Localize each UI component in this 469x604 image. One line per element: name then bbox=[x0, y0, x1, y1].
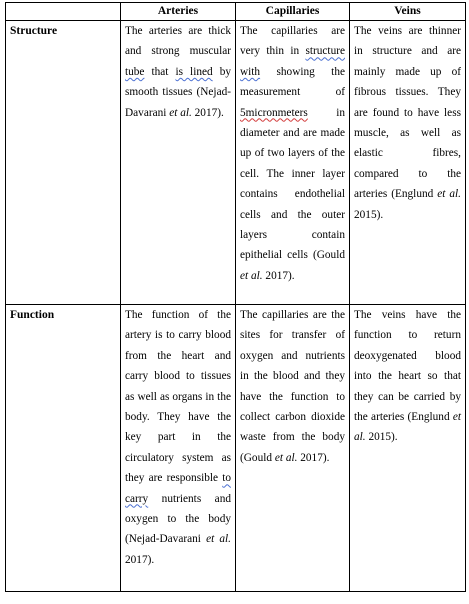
table-row-structure bbox=[6, 21, 466, 305]
cell-structure-capillaries: The capillaries are very thin in structure with showing the measurement of 5micronmeters in diameter and are made up of two layers of the cell. The inner layer contains endothelial cells and the outer layers contain epithelial cells (Gould et al. 2017). bbox=[236, 21, 350, 305]
header-veins: Veins bbox=[350, 3, 466, 21]
header-capillaries: Capillaries bbox=[236, 3, 350, 21]
header-row bbox=[6, 3, 466, 21]
comparison-table bbox=[5, 2, 466, 592]
cell-function-arteries: The function of the artery is to carry blood from the heart and carry blood to tissues as well as organs in the body. They have the key part in the circulatory system as they are responsible to carry nutrients and oxygen to the body (Nejad-Davarani et al. 2017). bbox=[121, 305, 236, 592]
cell-structure-arteries: The arteries are thick and strong muscular tube that is lined by smooth tissues (Nejad-Davarani et al. 2017). bbox=[121, 21, 236, 305]
cell-function-capillaries: The capillaries are the sites for transfer of oxygen and nutrients in the blood and they have the function to collect carbon dioxide waste from the body (Gould et al. 2017). bbox=[236, 305, 350, 592]
cell-structure-veins: The veins are thinner in structure and are mainly made up of fibrous tissues. They are found to have less muscle, as well as elastic fibres, compared to the arteries (Englund et al. 2015). bbox=[350, 21, 466, 305]
header-arteries: Arteries bbox=[121, 3, 236, 21]
header-empty-cell bbox=[6, 3, 121, 21]
row-label-function: Function bbox=[6, 305, 121, 592]
table-row-function bbox=[6, 305, 466, 592]
row-label-structure: Structure bbox=[6, 21, 121, 305]
cell-function-veins: The veins have the function to return deoxygenated blood into the heart so that they can be carried by the arteries (Englund et al. 2015). bbox=[350, 305, 466, 592]
